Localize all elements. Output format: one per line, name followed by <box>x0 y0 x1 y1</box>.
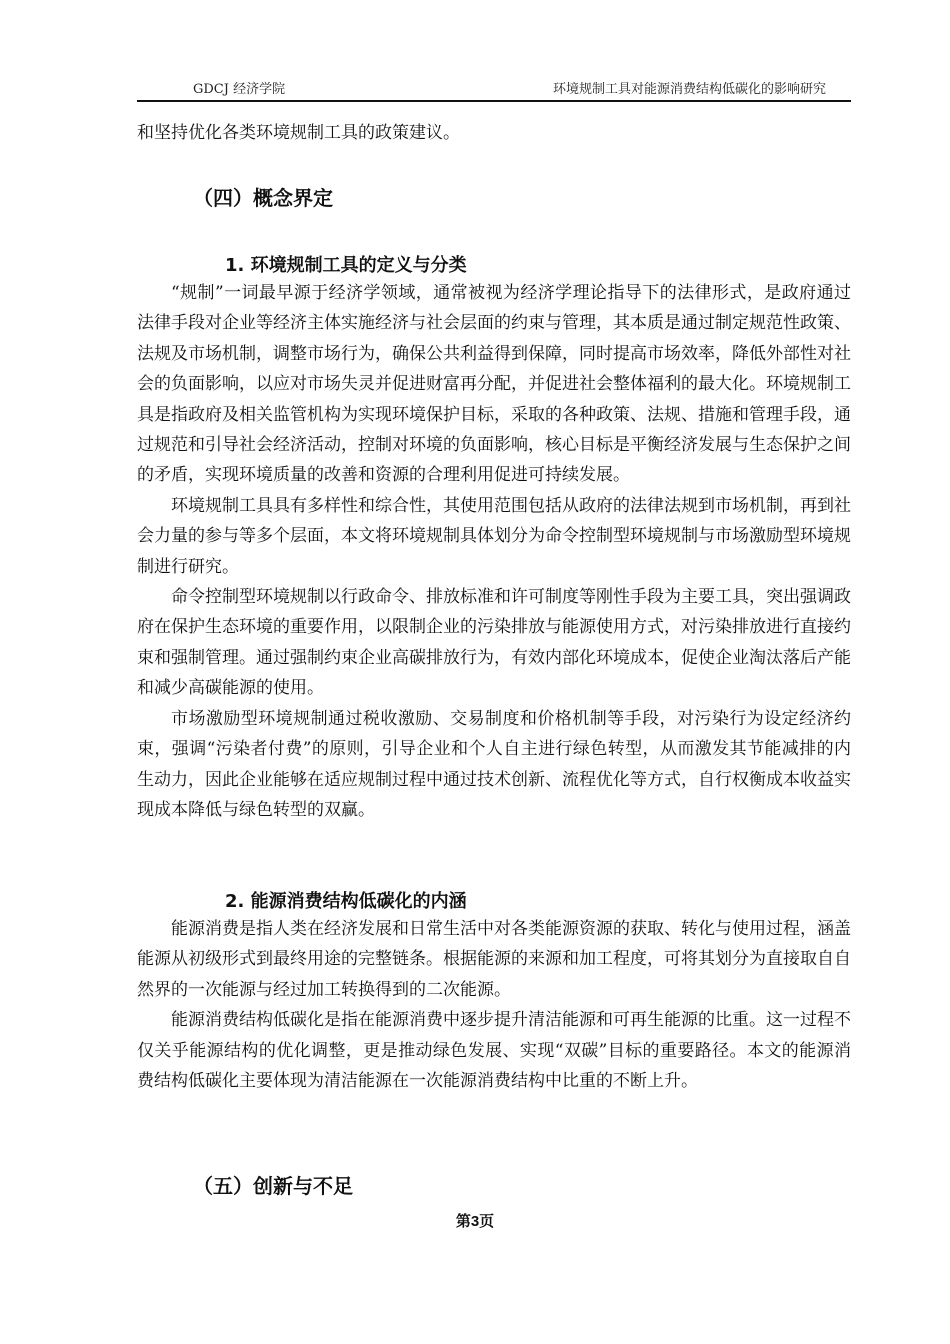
paragraph: 能源消费结构低碳化是指在能源消费中逐步提升清洁能源和可再生能源的比重。这一过程不仅关乎能源结构的优化调整，更是推动绿色发展、实现“双碳”目标的重要路径。本文的能源消费结构低碳化主要体现为清洁能源在一次能源消费结构中比重的不断上升。 <box>137 1010 851 1092</box>
page-header <box>137 78 851 100</box>
header-institution: GDCJ 经济学院 <box>193 82 286 97</box>
subsection-1-heading: 1. 环境规制工具的定义与分类 <box>225 255 467 276</box>
page-body <box>137 118 851 148</box>
paragraph: 市场激励型环境规制通过税收激励、交易制度和价格机制等手段，对污染行为设定经济约束，强调“污染者付费”的原则，引导企业和个人自主进行绿色转型，从而激发其节能减排的内生动力，因此企业能够在适应规制过程中通过技术创新、流程优化等方式，自行权衡成本收益实现成本降低与绿色转型的双赢。 <box>137 708 851 820</box>
paragraph: 命令控制型环境规制以行政命令、排放标准和许可制度等刚性手段为主要工具，突出强调政府在保护生态环境的重要作用，以限制企业的污染排放与能源使用方式，对污染排放进行直接约束和强制管理。通过强制约束企业高碳排放行为，有效内部化环境成本，促使企业淘汰落后产能和减少高碳能源的使用。 <box>137 587 851 699</box>
header-paper-title: 环境规制工具对能源消费结构低碳化的影响研究 <box>552 82 826 97</box>
subsection-2-body <box>137 914 851 1096</box>
subsection-1-body <box>137 278 851 825</box>
paragraph: 环境规制工具具有多样性和综合性，其使用范围包括从政府的法律法规到市场机制，再到社会力量的参与等多个层面，本文将环境规制具体划分为命令控制型环境规制与市场激励型环境规制进行研究。 <box>137 495 851 577</box>
continued-paragraph: 和坚持优化各类环境规制工具的政策建议。 <box>137 123 460 143</box>
section-5-heading: （五）创新与不足 <box>193 1174 353 1198</box>
page-number: 第3页 <box>455 1213 495 1230</box>
paragraph: “规制”一词最早源于经济学领域，通常被视为经济学理论指导下的法律形式，是政府通过法律手段对企业等经济主体实施经济与社会层面的约束与管理，其本质是通过制定规范性政策、法规及市场机制，调整市场行为，确保公共利益得到保障，同时提高市场效率，降低外部性对社会的负面影响，以应对市场失灵并促进财富再分配，并促进社会整体福利的最大化。环境规制工具是指政府及相关监管机构为实现环境保护目标，采取的各种政策、法规、措施和管理手段，通过规范和引导社会经济活动，控制对环境的负面影响，核心目标是平衡经济发展与生态保护之间的矛盾，实现环境质量的改善和资源的合理利用促进可持续发展。 <box>137 283 851 486</box>
header-divider <box>137 100 851 102</box>
subsection-2-heading: 2. 能源消费结构低碳化的内涵 <box>225 891 467 912</box>
paragraph: 能源消费是指人类在经济发展和日常生活中对各类能源资源的获取、转化与使用过程，涵盖能源从初级形式到最终用途的完整链条。根据能源的来源和加工程度，可将其划分为直接取自自然界的一次能源与经过加工转换得到的二次能源。 <box>137 919 851 1000</box>
section-4-heading: （四）概念界定 <box>193 186 333 210</box>
